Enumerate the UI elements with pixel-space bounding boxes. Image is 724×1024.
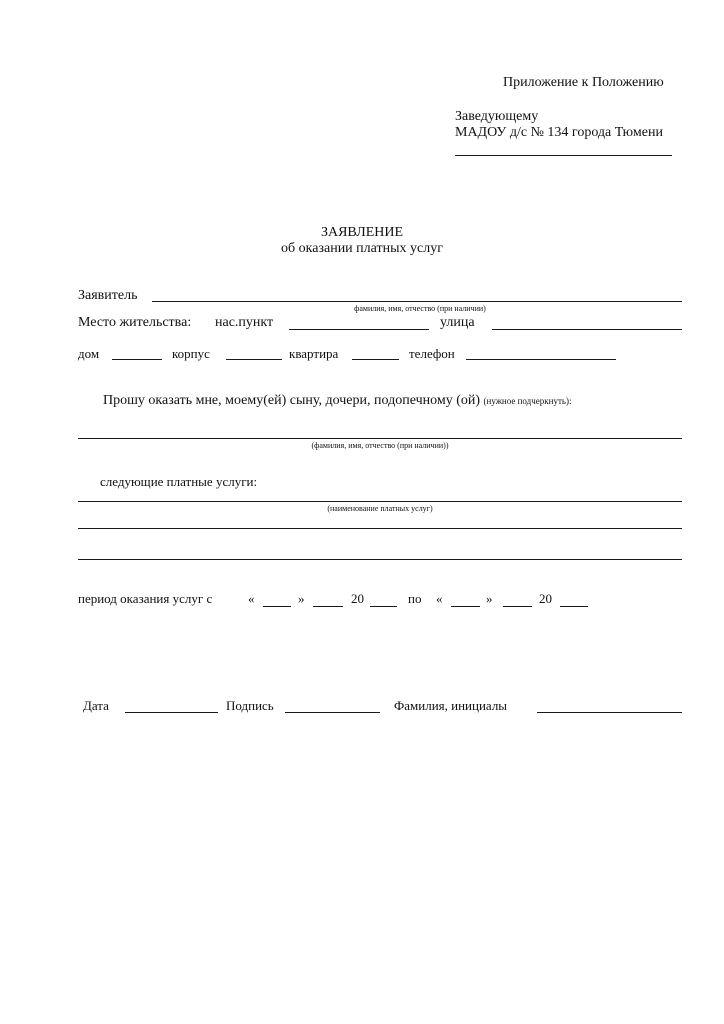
end-close-quote: » xyxy=(486,591,493,606)
addressee-name-line[interactable] xyxy=(455,155,672,156)
applicant-name-line[interactable] xyxy=(152,301,682,302)
start-century: 20 xyxy=(351,591,364,606)
house-label: дом xyxy=(78,346,100,361)
services-label: следующие платные услуги: xyxy=(100,474,258,489)
beneficiary-name-line[interactable] xyxy=(78,438,682,439)
document-title: ЗАЯВЛЕНИЕ xyxy=(320,225,404,240)
request-note: (нужное подчеркнуть): xyxy=(483,396,572,406)
apartment-line[interactable] xyxy=(352,359,399,360)
start-open-quote: « xyxy=(248,591,255,606)
apartment-label: квартира xyxy=(289,346,339,361)
services-line-1[interactable] xyxy=(78,501,682,502)
end-century: 20 xyxy=(539,591,552,606)
services-line-2[interactable] xyxy=(78,528,682,529)
end-day-line[interactable] xyxy=(451,606,480,607)
document-subtitle: об оказании платных услуг xyxy=(281,241,443,256)
settlement-line[interactable] xyxy=(289,329,429,330)
building-label: корпус xyxy=(172,346,210,361)
start-year-line[interactable] xyxy=(370,606,397,607)
appendix-note: Приложение к Положению xyxy=(503,75,664,90)
applicant-hint: фамилия, имя, отчество (при наличии) xyxy=(354,304,486,313)
signature-label: Подпись xyxy=(226,698,274,713)
request-main: Прошу оказать мне, моему(ей) сыну, дочери, подопечному (ой) xyxy=(103,393,481,408)
end-year-line[interactable] xyxy=(560,606,588,607)
house-line[interactable] xyxy=(112,359,162,360)
services-hint: (наименование платных услуг) xyxy=(327,504,433,513)
date-label: Дата xyxy=(83,698,109,713)
request-text xyxy=(103,394,571,408)
signature-line[interactable] xyxy=(285,712,380,713)
building-line[interactable] xyxy=(226,359,282,360)
phone-label: телефон xyxy=(409,346,455,361)
street-line[interactable] xyxy=(492,329,682,330)
end-open-quote: « xyxy=(436,591,443,606)
institution-name: МАДОУ д/с № 134 города Тюмени xyxy=(455,125,663,140)
beneficiary-hint: (фамилия, имя, отчество (при наличии)) xyxy=(311,441,449,450)
start-close-quote: » xyxy=(298,591,305,606)
street-label: улица xyxy=(440,315,475,330)
start-day-line[interactable] xyxy=(263,606,291,607)
applicant-label: Заявитель xyxy=(78,288,138,303)
name-initials-line[interactable] xyxy=(537,712,682,713)
end-month-line[interactable] xyxy=(503,606,532,607)
start-month-line[interactable] xyxy=(313,606,343,607)
settlement-label: нас.пункт xyxy=(215,315,274,330)
name-initials-label: Фамилия, инициалы xyxy=(394,698,508,713)
date-line[interactable] xyxy=(125,712,218,713)
services-line-3[interactable] xyxy=(78,559,682,560)
period-to-label: по xyxy=(408,591,422,606)
phone-line[interactable] xyxy=(466,359,616,360)
period-label: период оказания услуг с xyxy=(78,591,213,606)
addressee-label: Заведующему xyxy=(455,109,539,124)
residence-label: Место жительства: xyxy=(78,315,192,330)
